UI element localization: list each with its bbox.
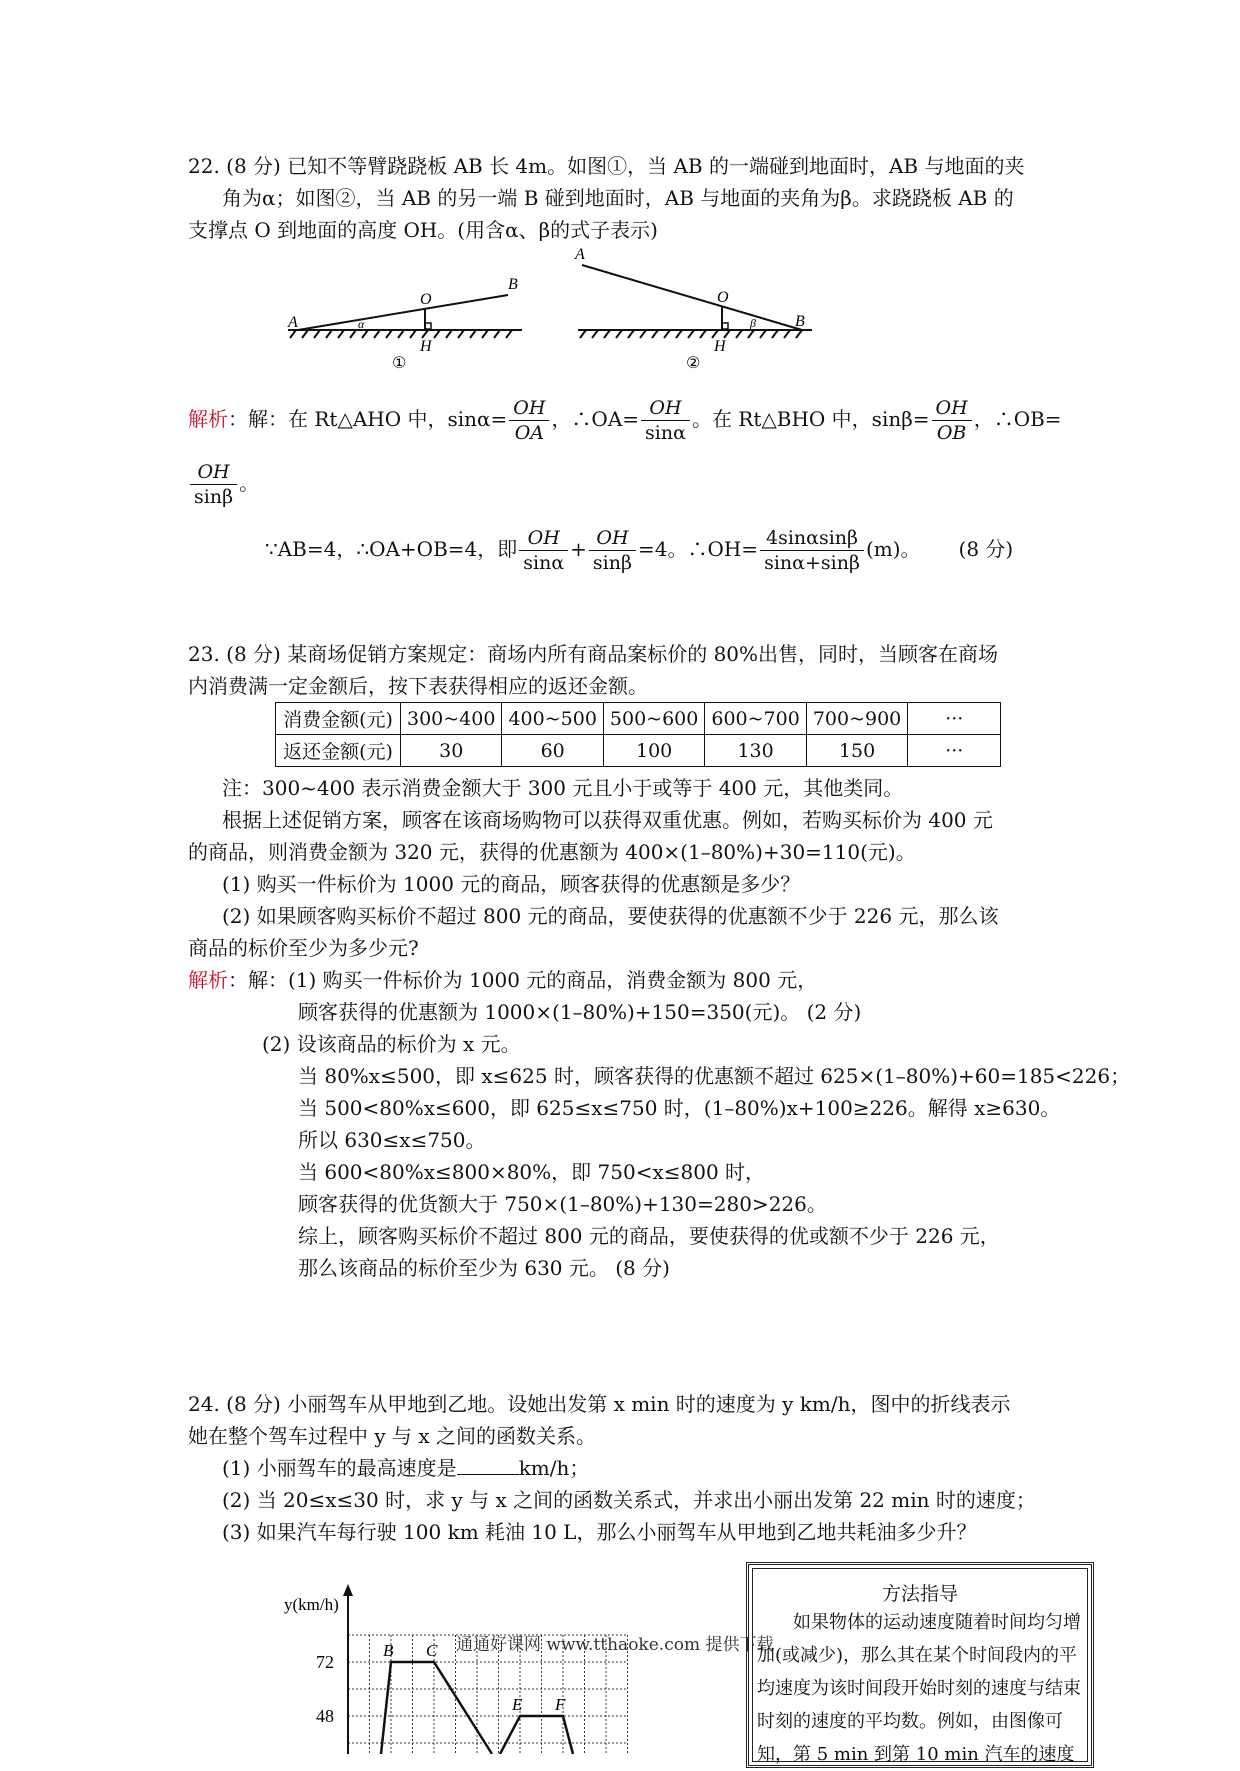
fig1-number: ① [392, 353, 407, 372]
q23-p2: 的商品，则消费金额为 320 元，获得的优惠额为 400×(1–80%)+30=110(元)。 [188, 840, 916, 864]
table-row: 返还金额(元) 30 60 100 130 150 ··· [276, 735, 1001, 767]
q23-sol-10: 那么该商品的标价至少为 630 元。 (8 分) [298, 1256, 670, 1280]
q24-line2: 她在整个驾车过程中 y 与 x 之间的函数关系。 [188, 1424, 597, 1448]
y-axis-arrow [343, 1584, 353, 1596]
fig2-label-H: H [714, 338, 726, 355]
table-row: 消费金额(元) 300~400 400~500 500~600 600~700 700~900 ··· [276, 703, 1001, 735]
q22-line1: 22. (8 分) 已知不等臂跷跷板 AB 长 4m。如图①，当 AB 的一端碰到地面时，AB 与地面的夹 [188, 154, 1025, 178]
answer-blank [457, 1456, 519, 1475]
fig1-label-alpha: α [358, 317, 365, 331]
frac-oh-sina: $\frac{OH}{\sin\alpha}$ [641, 396, 690, 445]
rebate-table [275, 702, 1001, 767]
watermark: 通通好课网 www.tthaoke.com 提供下载 [456, 1635, 774, 1655]
fig1-board [298, 295, 508, 330]
q24-ask1: (1) 小丽驾车的最高速度是 km/h； [222, 1456, 590, 1480]
y-tick-label: 48 [316, 1706, 334, 1726]
fig1-label-O: O [420, 291, 432, 308]
point-label-B: B [383, 1641, 394, 1660]
q23-ask2a: (2) 如果顾客购买标价不超过 800 元的商品，要使获得的优惠额不少于 226 元，那么该 [222, 904, 999, 928]
q22-solution-1-cont: $\frac{OH}{\sin\beta}$ 。 [188, 460, 259, 509]
solution-tag: 解析 [188, 968, 228, 992]
q23-sol-2: 顾客获得的优惠额为 1000×(1–80%)+150=350(元)。 (2 分) [298, 1000, 862, 1024]
q23-sol-8: 顾客获得的优货额大于 750×(1–80%)+130=280>226。 [298, 1192, 827, 1216]
fig2-ground [578, 330, 812, 338]
fig1-ground [288, 330, 522, 338]
q23-line2: 内消费满一定金额后，按下表获得相应的返还金额。 [188, 674, 648, 698]
q24-ask2: (2) 当 20≤x≤30 时，求 y 与 x 之间的函数关系式，并求出小丽出发第 22 min 时的速度； [222, 1488, 1036, 1512]
q23-sol-6: 所以 630≤x≤750。 [298, 1128, 486, 1152]
frac-oh-ob: $\frac{OH}{OB}$ [932, 396, 972, 445]
q23-ask2b: 商品的标价至少为多少元? [188, 936, 419, 960]
q23-ask1: (1) 购买一件标价为 1000 元的商品，顾客获得的优惠额是多少？ [222, 872, 801, 896]
solution-tag: 解析 [188, 407, 228, 431]
q23-p1: 根据上述促销方案，顾客在该商场购物可以获得双重优惠。例如，若购买标价为 400 元 [222, 808, 993, 832]
fig2-number: ② [686, 353, 701, 372]
q23-sol-5: 当 500<80%x≤600，即 625≤x≤750 时，(1–80%)x+100≥226。解得 x≥630。 [298, 1096, 1061, 1120]
q22-solution-1: 解析：解：在 Rt△AHO 中，sinα= $\frac{OH}{OA}$ ，∴OA= $\frac{OH}{\sin\alpha}$ 。在 Rt△BHO 中，sinβ= $\frac{OH}{OB}$ ，∴OB= [188, 397, 1062, 444]
q22-figure [280, 245, 820, 375]
q22-line3: 支撑点 O 到地面的高度 OH。(用含α、β的式子表示) [188, 218, 658, 242]
q24-ask3: (3) 如果汽车每行驶 100 km 耗油 10 L，那么小丽驾车从甲地到乙地共耗油多少升？ [222, 1520, 977, 1544]
q22-solution-2: ∵AB=4，∴OA+OB=4，即 $\frac{OH}{\sin\alpha}$ + $\frac{OH}{\sin\beta}$ =4。∴OH= $\frac{4\sin\alpha\sin\beta}{\sin\alpha+\sin\beta}$ (m)。 (8 分) [265, 527, 1014, 574]
point-label-F: F [555, 1695, 566, 1714]
q23-sol-9: 综上，顾客购买标价不超过 800 元的商品，要使获得的优或额不少于 226 元， [298, 1224, 1000, 1248]
method-tip-box [746, 1562, 1094, 1768]
fig2-label-A: A [575, 246, 585, 263]
q24-line1: 24. (8 分) 小丽驾车从甲地到乙地。设她出发第 x min 时的速度为 y km/h，图中的折线表示 [188, 1392, 1011, 1416]
speed-time-chart [260, 1580, 680, 1754]
tip-title: 方法指导 [881, 1583, 958, 1605]
q23-note: 注：300~400 表示消费金额大于 300 元且小于或等于 400 元，其他类同。 [222, 776, 904, 800]
fig2-label-O: O [717, 289, 729, 306]
q22-line2: 角为α；如图②，当 AB 的另一端 B 碰到地面时，AB 与地面的夹角为β。求跷跷板 AB 的 [222, 186, 1014, 210]
tip-text: 如果物体的运动速度随着时间均匀增加(或减少)，那么其在某个时间段内的平均速度为该时间段开始时刻的速度与结束时刻的速度的平均数。例如，由图像可知，第 5 min 到第 10 min 汽车的速度 [757, 1612, 1081, 1765]
fig2-label-B: B [795, 313, 805, 330]
q23-sol-4: 当 80%x≤500，即 x≤625 时，顾客获得的优惠额不超过 625×(1–80%)+60=185<226； [298, 1064, 1131, 1088]
q23-sol-3: (2) 设该商品的标价为 x 元。 [262, 1032, 521, 1056]
fig2-board [582, 265, 802, 330]
fig1-label-A: A [288, 314, 298, 331]
q23-sol-7: 当 600<80%x≤800×80%，即 750<x≤800 时， [298, 1160, 766, 1184]
point-label-E: E [512, 1695, 523, 1714]
point-label-C: C [426, 1641, 438, 1660]
y-tick-label: 72 [316, 1652, 334, 1672]
q23-sol-1: 解析：解：(1) 购买一件标价为 1000 元的商品，消费金额为 800 元， [188, 968, 818, 992]
fig2-label-beta: β [750, 316, 756, 330]
frac-oh-sinb: $\frac{OH}{\sin\beta}$ [190, 460, 237, 509]
q23-line1: 23. (8 分) 某商场促销方案规定：商场内所有商品案标价的 80%出售，同时，当顾客在商场 [188, 642, 999, 666]
y-axis-label: y(km/h) [284, 1595, 339, 1614]
fig1-label-B: B [508, 276, 518, 293]
fig1-label-H: H [420, 338, 432, 355]
frac-oh-oa: $\frac{OH}{OA}$ [509, 396, 549, 445]
